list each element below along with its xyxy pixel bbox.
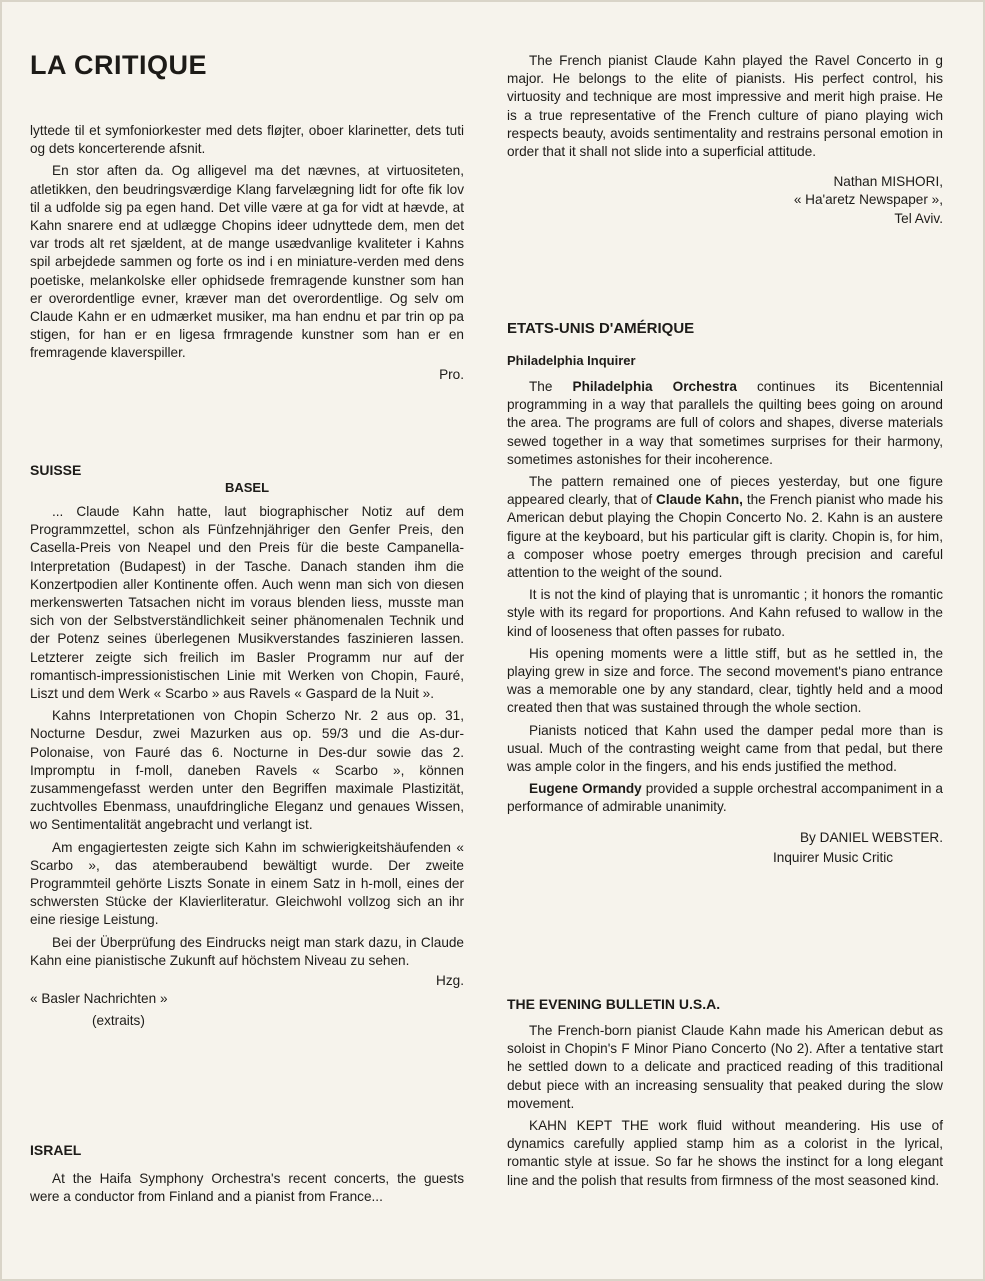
israel-continued <box>507 52 943 228</box>
usa-paragraph-5: Pianists noticed that Kahn used the damper pedal more than is usual. Much of the contrasting weight came from that pedal, but there was ample color in the fingers, and his ends justified the method. <box>507 722 943 775</box>
suisse-paragraph-3: Am engagiertesten zeigte sich Kahn im schwierigkeitshäufenden « Scarbo », das atemberaubend bewältigt wurde. Der zweite Programmteil gehörte Liszts Sonate in einem Satz in h-moll, eines der schwersten Stücke der Klavierliteratur. Gleichwohl vollzog sich an ihr eine riesige Leistung. <box>30 839 464 928</box>
suisse-signature: Hzg. <box>436 973 464 989</box>
mishori-signature-paper: « Ha'aretz Newspaper », <box>793 192 943 208</box>
bulletin-section <box>507 996 943 1190</box>
danish-review <box>30 122 464 384</box>
danish-paragraph-1: lyttede til et symfoniorkester med dets fløjter, oboer klarinetter, dets tuti og dets koncerterende afsnit. <box>30 123 464 157</box>
suisse-paragraph-4: Bei der Überprüfung des Eindrucks neigt man stark dazu, in Claude Kahn eine pianistische Zukunft auf höchstem Niveau zu sehen. <box>30 934 464 968</box>
mishori-signature-name: Nathan MISHORI, <box>833 174 943 190</box>
usa-section <box>507 320 943 867</box>
usa-paragraph-1: The Philadelphia Orchestra continues its Bicentennial programming in a way that parallels the quilting bees going on around the area. The programs are full of colors and shapes, diverse materials sewed together in a way that sometimes surprises for their harmony, sometimes astonishes for their incoherence. <box>507 379 944 467</box>
israel-continued-paragraph: The French pianist Claude Kahn played the Ravel Concerto in g major. He belongs to the elite of pianists. His perfect control, his virtuosity and technique are most impressive and merit high praise. He is a true representative of the French culture of piano playing wich respects beauty, avoids sentimentality and restrains personal emotion in order that it shall not slide into a superficial attitude. <box>507 53 943 160</box>
basel-heading: BASEL <box>224 480 270 495</box>
suisse-paragraph-1: ... Claude Kahn hatte, laut biographischer Notiz auf dem Programmzettel, schon als Fünfzehnjähriger den Genfer Preis, den Casella-Preis von Neapel und den Preis für die beste Campanella-Interpretation (Budapest) in der Tasche. Danach standen ihm die Konzertpodien aller Kontinente offen. Auch wenn man sich von diesen merkenswerten Tatsachen nicht im voraus blenden liess, musste man sich von der Selbstverständlichkeit seiner phänomenalen Technik und der Potenz seines überlegenen Musikverstandes faszinieren lassen. Letzterer zeigte sich freilich im Basler Programm nur auf der romantisch-impressionistischen Linie mit Werken von Chopin, Fauré, Liszt und dem Werk « Scarbo » aus Ravels « Gaspard de la Nuit ». <box>30 504 464 702</box>
suisse-section <box>30 462 464 1031</box>
philadelphia-inquirer-heading: Philadelphia Inquirer <box>507 353 636 368</box>
israel-heading: ISRAEL <box>30 1142 82 1158</box>
bulletin-paragraph-1: The French-born pianist Claude Kahn made his American debut as soloist in Chopin's F Minor Piano Concerto (No 2). After a tentative start he settled down to a delicate and practiced reading of this traditional debut piece with an increasing sensuality that peaked during the slow movement. <box>507 1023 943 1111</box>
webster-signature-title: Inquirer Music Critic <box>773 849 894 865</box>
suisse-source: « Basler Nachrichten » <box>30 991 168 1007</box>
eugene-ormandy-name: Eugene Ormandy <box>529 781 642 797</box>
danish-signature: Pro. <box>439 366 464 382</box>
danish-paragraph-2: En stor aften da. Og alligevel ma det nævnes, at virtuositeten, atletikken, den beudringsværdige Klang farvelægning lidt for ofte fik lov til a udfolde sig pa egen hand. Det ville være at ga for vidt at hævde, at Kahn snarere end at udlægge Chopins ideer udnyttede dem, men det var trods alt ret sjældent, at de mange usædvanlige kvaliteter i Kahns spil arbejdede sammen og forte os ind i en miniature-verden med dens poetiske, melankolske eller ophidsede fremragende kunstner som han er overordentlige evner, kræver man det overordentlige. Og selv om Claude Kahn er en udmærket musiker, ma han endnu et par trin op pa stigen, for han er en ligesa frmragende kunstner som han er en fremragende klaverspiller. <box>30 163 464 361</box>
israel-section <box>30 1142 464 1206</box>
usa-paragraph-6: Eugene Ormandy provided a supple orchestral accompaniment in a performance of admirable unanimity. <box>507 781 943 815</box>
suisse-paragraph-2: Kahns Interpretationen von Chopin Scherzo Nr. 2 aus op. 31, Nocturne Desdur, zwei Mazurken aus op. 59/3 und die As-dur-Polonaise, von Fauré das 6. Nocturne in Des-dur sowie das 2. Impromptu in f-moll, daneben Ravels « Scarbo », können zusammengefasst werden unter den Begriffen maximale Plastizität, zuchtvolles Ebenmass, unaufdringliche Eleganz und genaues Wissen, wo Sentimentalität angebracht und verlangt ist. <box>30 708 464 833</box>
mishori-signature-city: Tel Aviv. <box>894 210 943 226</box>
claude-kahn-name: Claude Kahn, <box>656 492 743 508</box>
usa-paragraph-2: The pattern remained one of pieces yesterday, but one figure appeared clearly, that of Claude Kahn, the French pianist who made his American debut playing the Chopin Concerto No. 2. Kahn is an austere figure at the keyboard, but his particular gift is clarity. Chopin is, for him, a composer whose poetry emerges through precision and careful attention to the weight of the sound. <box>507 474 943 581</box>
bulletin-heading: THE EVENING BULLETIN U.S.A. <box>507 996 721 1012</box>
usa-heading: ETATS-UNIS D'AMÉRIQUE <box>507 320 695 337</box>
usa-paragraph-3: It is not the kind of playing that is unromantic ; it honors the romantic style with its regard for proportions. And Kahn refused to wallow in the kind of looseness that often passes for rubato. <box>507 587 943 639</box>
suisse-heading: SUISSE <box>30 462 82 478</box>
usa-paragraph-4: His opening moments were a little stiff, but as he settled in, the playing grew in size and force. The second movement's piano entrance was a memorable one by any standard, clear, tightly held and a mood created then that was sustained through the whole section. <box>507 645 943 716</box>
page-title: LA CRITIQUE <box>30 50 207 80</box>
israel-paragraph-1: At the Haifa Symphony Orchestra's recent concerts, the guests were a conductor from Finland and a pianist from France... <box>30 1171 464 1205</box>
bulletin-paragraph-2: KAHN KEPT THE work fluid without meandering. His use of dynamics carefully applied stamp him as a colorist in the lyrical, romantic style at issue. So far he shows the instinct for a long elegant line and the polish that results from firmness of the most seasoned kind. <box>507 1118 943 1188</box>
philadelphia-orchestra-name: Philadelphia Orchestra <box>572 379 737 394</box>
suisse-extract-note: (extraits) <box>92 1013 145 1029</box>
webster-signature-name: By DANIEL WEBSTER. <box>799 829 943 845</box>
